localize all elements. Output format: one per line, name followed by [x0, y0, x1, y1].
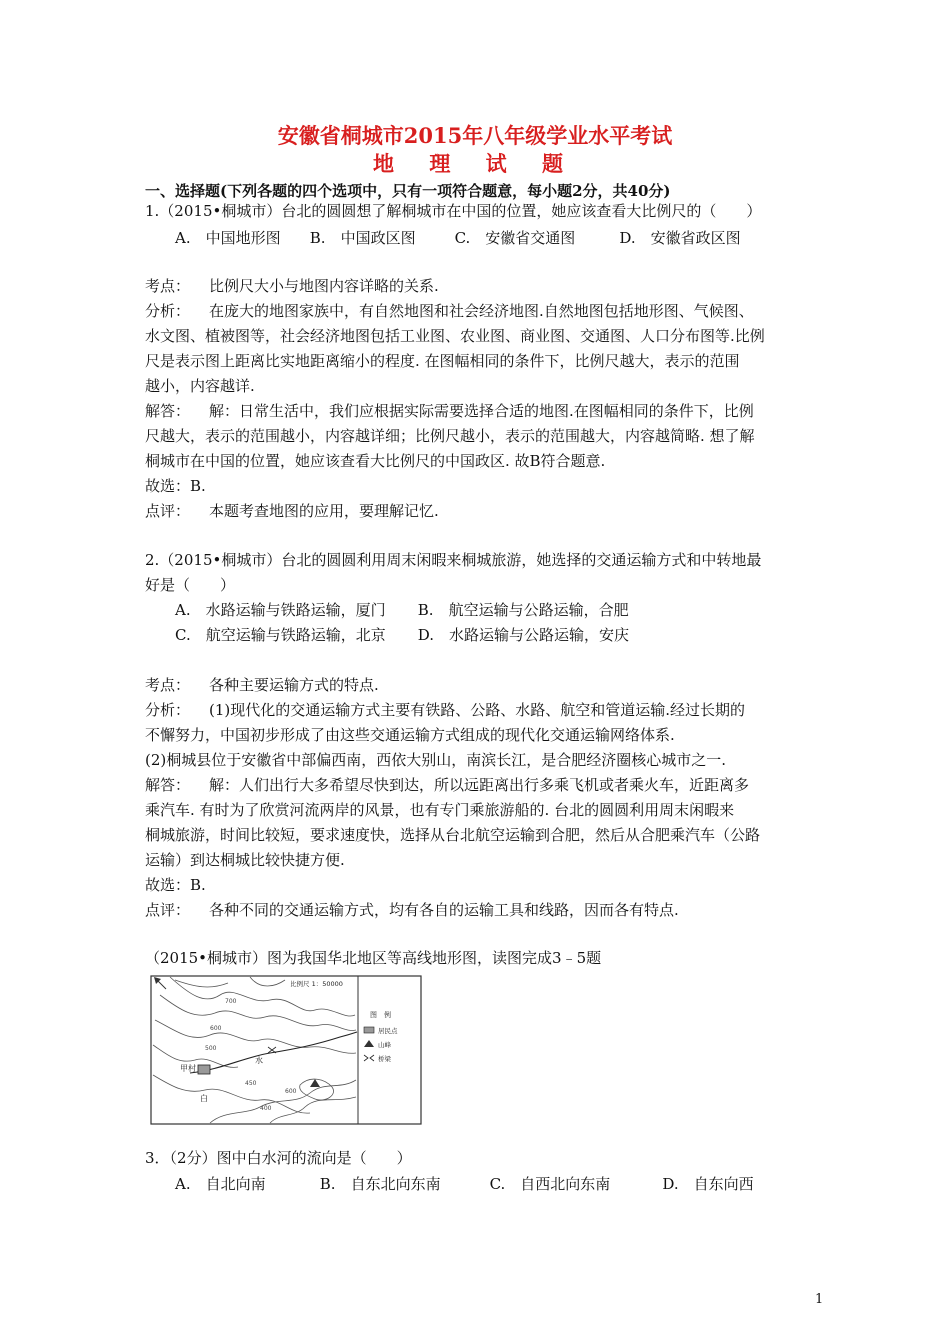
contour-label: 600 [210, 1025, 222, 1032]
village-label: 甲村 [180, 1064, 196, 1073]
jieda-text: 解：人们出行大多希望尽快到达，所以远距离出行多乘飞机或者乘火车，近距离多 [209, 776, 750, 794]
q3-options [175, 1174, 754, 1194]
exam-title: 安徽省桐城市2015年八年级学业水平考试 [277, 123, 673, 148]
jieda-text: 解：日常生活中，我们应根据实际需要选择合适的地图.在图幅相同的条件下，比例 [209, 402, 754, 420]
q2-stem-line2: 好是（ ） [145, 576, 236, 594]
q3-option-c: C. 自西北向东南 [489, 1175, 611, 1193]
jieda-label: 解答： [145, 402, 191, 420]
dianping-label: 点评： [145, 502, 191, 520]
kaodian-text: 各种主要运输方式的特点. [209, 676, 379, 694]
q1-fenxi-line2: 水文图、植被图等，社会经济地图包括工业图、农业图、商业图、交通图、人口分布图等.比例 [145, 327, 765, 345]
q1-fenxi-line3: 尺是表示图上距离比实地距离缩小的程度. 在图幅相同的条件下，比例尺越大，表示的范围 [145, 352, 740, 370]
legend-peak: 山峰 [378, 1041, 391, 1049]
jieda-label: 解答： [145, 776, 191, 794]
q1-kaodian [145, 276, 439, 296]
legend-settlement-swatch [364, 1027, 374, 1033]
q2-fenxi-line3: (2)桐城县位于安徽省中部偏西南，西依大别山，南滨长江，是合肥经济圈核心城市之一. [145, 751, 727, 769]
fenxi-label: 分析： [145, 302, 191, 320]
q2-jieda-line2: 乘汽车. 有时为了欣赏河流两岸的风景，也有专门乘旅游船的. 台北的圆圆利用周末闲暇来 [145, 801, 735, 819]
fenxi-text: 在庞大的地图家族中，有自然地图和社会经济地图.自然地图包括地形图、气候图、 [209, 302, 754, 320]
q1-option-d: D. 安徽省政区图 [619, 229, 741, 247]
contour-map [150, 975, 422, 1125]
scale-label: 比例尺 1：50000 [290, 980, 343, 988]
settlement-marker [198, 1065, 210, 1074]
q3-stem: 3．（2分）图中白水河的流向是（ ） [145, 1149, 412, 1167]
fenxi-label: 分析： [145, 701, 191, 719]
exam-subtitle: 地 理 试 题 [373, 151, 577, 176]
q2-jieda-line3: 桐城旅游，时间比较短，要求速度快，选择从台北航空运输到合肥，然后从合肥乘汽车（公路 [145, 826, 761, 844]
q1-options [175, 228, 741, 248]
q2-option-c: C. 航空运输与铁路运输，北京 [175, 626, 386, 644]
section-heading: 一、选择题(下列各题的四个选项中，只有一项符合题意，每小题2分，共40分) [145, 182, 671, 200]
q2-dianping [145, 900, 679, 920]
q3-option-d: D. 自东向西 [662, 1175, 754, 1193]
q2-option-a: A. 水路运输与铁路运输，厦门 [175, 601, 386, 619]
dianping-label: 点评： [145, 901, 191, 919]
q2-option-b: B. 航空运输与公路运输，合肥 [417, 601, 629, 619]
legend-settlement: 居民点 [378, 1027, 398, 1035]
contour-label: 600 [285, 1088, 297, 1095]
fenxi-text: (1)现代化的交通运输方式主要有铁路、公路、水路、航空和管道运输.经过长期的 [209, 701, 746, 719]
kaodian-label: 考点： [145, 277, 191, 295]
q2-fenxi-line2: 不懈努力，中国初步形成了由这些交通运输方式组成的现代化交通运输网络体系. [145, 726, 675, 744]
q2-kaodian [145, 675, 379, 695]
q2-stem: 2.（2015•桐城市）台北的圆圆利用周末闲暇来桐城旅游，她选择的交通运输方式和中转地最 [145, 551, 762, 569]
q1-jieda-line3: 桐城市在中国的位置，她应该查看大比例尺的中国政区. 故B符合题意. [145, 452, 606, 470]
q35-intro: （2015•桐城市）图为我国华北地区等高线地形图，读图完成3﹣5题 [145, 949, 602, 967]
contour-label: 400 [260, 1105, 272, 1112]
q3-option-b: B. 自东北向东南 [319, 1175, 441, 1193]
q1-answer: 故选：B. [145, 477, 206, 495]
q1-dianping [145, 501, 439, 521]
dianping-text: 各种不同的交通运输方式，均有各自的运输工具和线路，因而各有特点. [209, 901, 679, 919]
q2-answer: 故选：B. [145, 876, 206, 894]
q1-stem: 1.（2015•桐城市）台北的圆圆想了解桐城市在中国的位置，她应该查看大比例尺的（ ） [145, 202, 762, 220]
q2-fenxi [145, 700, 745, 720]
q2-options-row1 [175, 600, 629, 620]
q2-option-d: D. 水路运输与公路运输，安庆 [417, 626, 630, 644]
legend-title: 图 例 [370, 1011, 391, 1019]
legend-bridge: 桥梁 [378, 1055, 391, 1063]
kaodian-label: 考点： [145, 676, 191, 694]
dianping-text: 本题考查地图的应用，要理解记忆. [209, 502, 439, 520]
q1-option-c: C. 安徽省交通图 [454, 229, 576, 247]
page-number: 1 [815, 1292, 824, 1307]
q2-jieda-line4: 运输）到达桐城比较快捷方便. [145, 851, 345, 869]
kaodian-text: 比例尺大小与地图内容详略的关系. [209, 277, 439, 295]
q1-jieda [145, 401, 754, 421]
q2-jieda [145, 775, 749, 795]
q1-fenxi-line4: 越小，内容越详. [145, 377, 255, 395]
q1-fenxi [145, 301, 754, 321]
q1-option-a: A. 中国地形图 [175, 229, 281, 247]
q2-options-row2 [175, 625, 629, 645]
river-label-2: 白 [200, 1094, 208, 1103]
q1-option-b: B. 中国政区图 [309, 229, 416, 247]
q1-jieda-line2: 尺越大，表示的范围越小，内容越详细；比例尺越小，表示的范围越大，内容越简略. 想了解 [145, 427, 755, 445]
river-label: 水 [255, 1056, 263, 1065]
contour-label: 450 [245, 1080, 257, 1087]
contour-label: 500 [205, 1045, 217, 1052]
q3-option-a: A. 自北向南 [175, 1175, 266, 1193]
contour-label: 700 [225, 998, 237, 1005]
